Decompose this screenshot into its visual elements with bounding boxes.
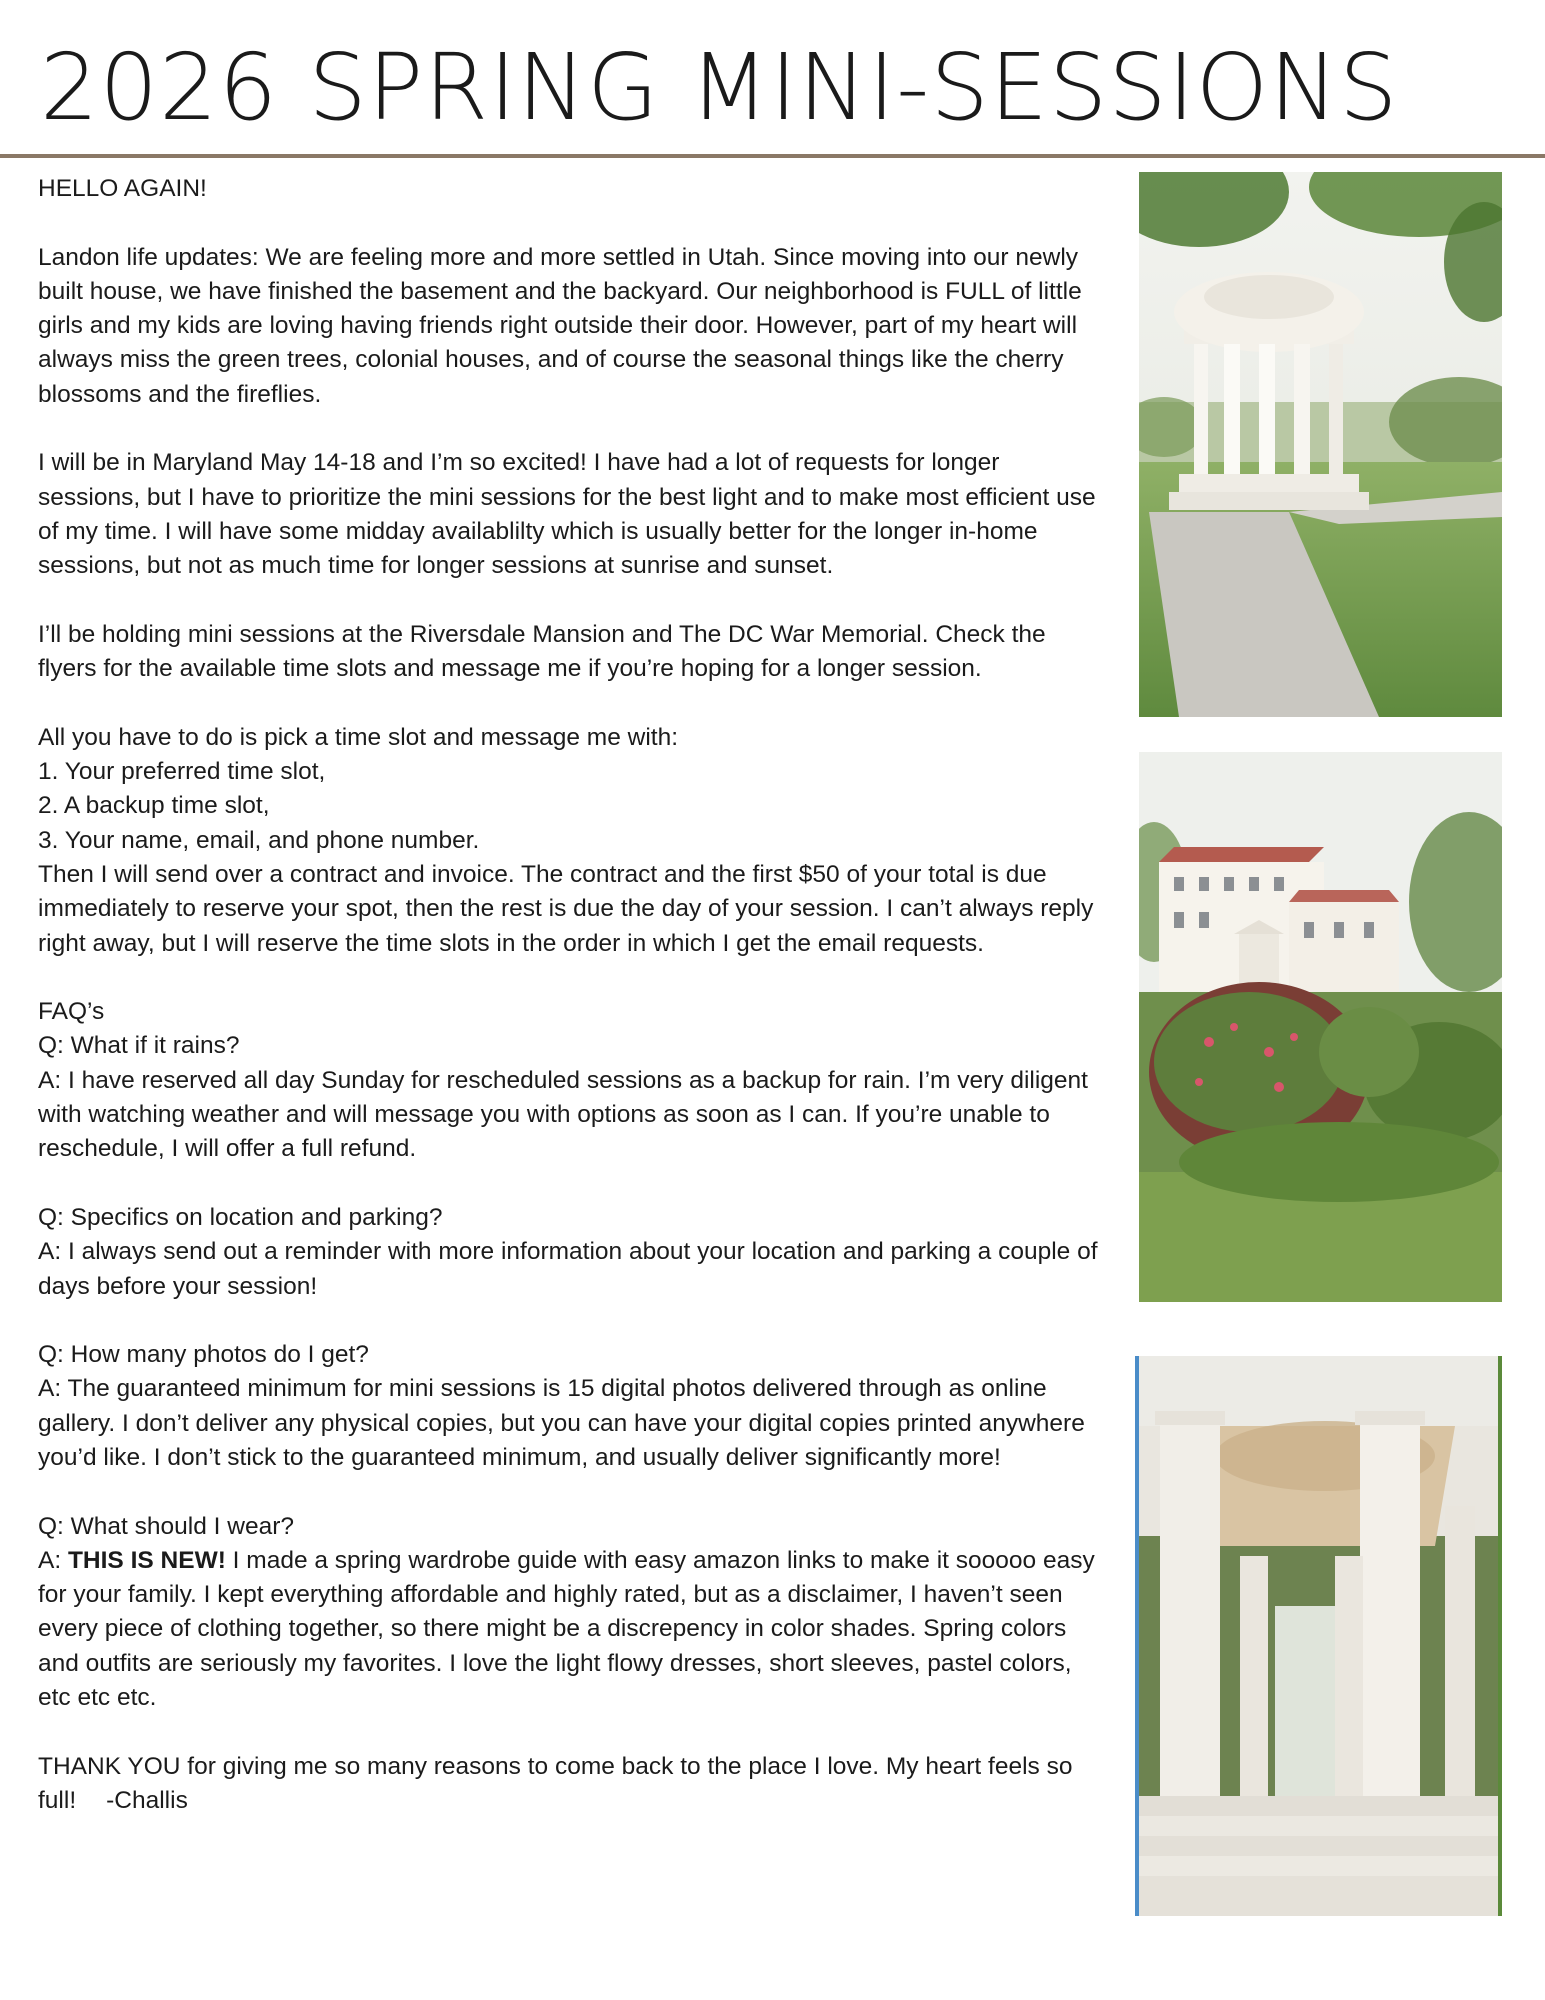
memorial-columns-image (1135, 1356, 1502, 1916)
faq-question: Q: What if it rains? (38, 1032, 240, 1060)
photo-war-memorial-columns (1135, 1356, 1502, 1916)
locations-paragraph: I’ll be holding mini sessions at the Riversdale Mansion and The DC War Memorial. Check the flyers for the available time slots and message me if you’re hoping for a longer session. (38, 620, 1046, 683)
maryland-dates-paragraph: I will be in Maryland May 14-18 and I’m so excited! I have had a lot of requests for longer sessions, but I have to prioritize the mini sessions for the best light and to make most efficient use of my time. I will have some midday availablilty which is usually better for the longer in-home sessions, but not as much time for longer sessions at sunrise and sunset. (38, 449, 1096, 580)
mansion-garden-image (1139, 752, 1502, 1302)
booking-step: 1. Your preferred time slot, (38, 758, 326, 786)
booking-followup: Then I will send over a contract and invoice. The contract and the first $50 of your total is due immediately to reserve your spot, then the rest is due the day of your session. I can’t always reply right away, but I will reserve the time slots in the order in which I get the email requests. (38, 860, 1094, 957)
booking-lead: All you have to do is pick a time slot and message me with: (38, 723, 679, 751)
memorial-path-image (1139, 172, 1502, 717)
greeting: HELLO AGAIN! (38, 175, 207, 202)
faq-question: Q: What should I wear? (38, 1512, 295, 1540)
faq-heading: FAQ’s (38, 998, 105, 1026)
closing-text: THANK YOU for giving me so many reasons to come back to the place I love. My heart feels so full! (38, 1752, 1073, 1814)
answer-rest: I made a spring wardrobe guide with easy amazon links to make it sooooo easy for your family. I kept everything affordable and highly rated, but as a disclaimer, I haven’t seen every piece of clothing together, so there might be a discrepency in color shades. Spring colors and outfits are seriously my favorites. I love the light flowy dresses, short sleeves, pastel colors, etc etc etc. (38, 1546, 1095, 1712)
faq-question: Q: How many photos do I get? (38, 1341, 369, 1369)
closing-paragraph (38, 1750, 1108, 1819)
faq-answer: A: The guaranteed minimum for mini sessions is 15 digital photos delivered through as online gallery. I don’t deliver any physical copies, but you can have your digital copies printed anywhere you’d like. I don’t stick to the guaranteed minimum, and usually deliver significantly more! (38, 1375, 1085, 1471)
faq-question: Q: Specifics on location and parking? (38, 1203, 443, 1231)
title-divider (0, 154, 1545, 158)
booking-step: 2. A backup time slot, (38, 792, 270, 820)
faq-answer: A: I have reserved all day Sunday for rescheduled sessions as a backup for rain. I’m very diligent with watching weather and will message you with options as soon as I can. If you’re unable to reschedule, I will offer a full refund. (38, 1066, 1088, 1163)
answer-prefix: A: (38, 1546, 68, 1574)
photo-war-memorial-path (1139, 172, 1502, 717)
faq-answer-wardrobe (38, 1544, 1108, 1715)
booking-step: 3. Your name, email, and phone number. (38, 826, 480, 854)
page-title: 2026 SPRING MINI-SESSIONS (40, 34, 1399, 141)
letter-body (38, 172, 1108, 1818)
signature: -Challis (106, 1786, 188, 1814)
new-highlight: THIS IS NEW! (67, 1546, 226, 1574)
life-updates-paragraph: Landon life updates: We are feeling more and more settled in Utah. Since moving into our newly built house, we have finished the basement and the backyard. Our neighborhood is FULL of little girls and my kids are loving having friends right outside their door. However, part of my heart will always miss the green trees, colonial houses, and of course the seasonal things like the cherry blossoms and the fireflies. (38, 243, 1082, 408)
photo-riversdale-mansion (1139, 752, 1502, 1302)
faq-answer: A: I always send out a reminder with more information about your location and parking a couple of days before your session! (38, 1238, 1098, 1300)
